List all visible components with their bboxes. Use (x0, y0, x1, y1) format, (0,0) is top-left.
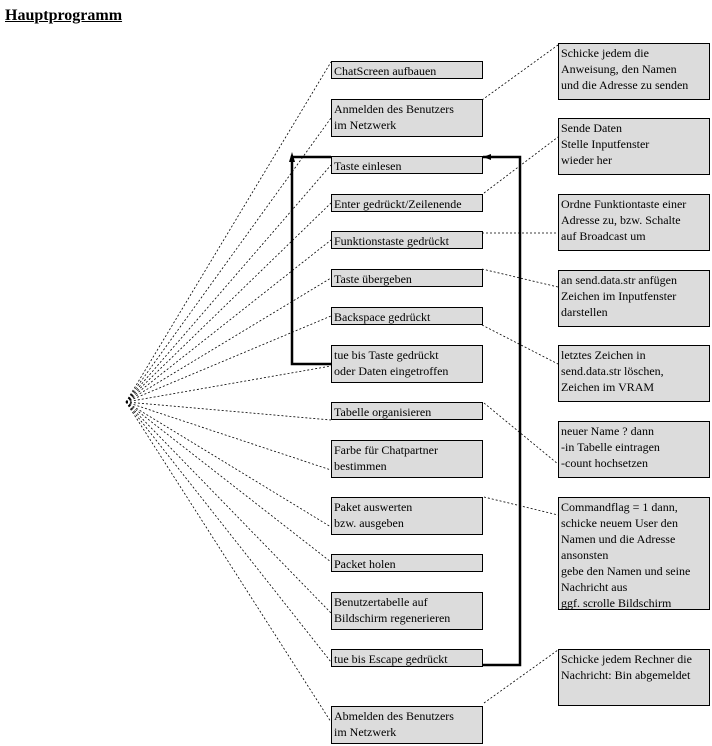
fan-line-15 (126, 402, 331, 722)
fan-line-11 (126, 402, 331, 527)
step-tue-bis-escape: tue bis Escape gedrückt (331, 649, 483, 667)
note-tabelle: neuer Name ? dann -in Tabelle eintragen -count hochsetzen (558, 421, 710, 478)
note-paket: Commandflag = 1 dann, schicke neuem User den Namen und die Adresse ansonsten gebe den Namen und seine Nachricht aus ggf. scrolle Bildschirm (558, 497, 710, 610)
step-chatscreen-aufbauen: ChatScreen aufbauen (331, 61, 483, 79)
fan-line-3 (126, 165, 331, 402)
step-anmelden: Anmelden des Benutzers im Netzwerk (331, 99, 483, 137)
step-tue-bis-taste: tue bis Taste gedrückt oder Daten eingetroffen (331, 345, 483, 383)
fan-line-9 (126, 402, 331, 420)
fan-line-12 (126, 402, 331, 562)
step-taste-uebergeben: Taste übergeben (331, 269, 483, 287)
step-paket-auswerten: Paket auswerten bzw. ausgeben (331, 497, 483, 535)
step-abmelden: Abmelden des Benutzers im Netzwerk (331, 706, 483, 744)
step-funktionstaste: Funktionstaste gedrückt (331, 231, 483, 249)
note-funktionstaste: Ordne Funktiontaste einer Adresse zu, bzw. Schalte auf Broadcast um (558, 194, 710, 251)
step-farbe-chatpartner: Farbe für Chatpartner bestimmen (331, 440, 483, 478)
fan-line-4 (126, 203, 331, 402)
fan-line-6 (126, 278, 331, 402)
note-link-1 (482, 45, 558, 100)
note-anmelden: Schicke jedem die Anweisung, den Namen und die Adresse zu senden (558, 43, 710, 100)
note-enter: Sende Daten Stelle Inputfenster wieder her (558, 118, 710, 175)
note-abmelden: Schicke jedem Rechner die Nachricht: Bin abgemeldet (558, 649, 710, 706)
fan-line-1 (126, 62, 331, 402)
fan-line-8 (126, 366, 331, 402)
fan-line-10 (126, 402, 331, 470)
step-enter-gedrueckt: Enter gedrückt/Zeilenende (331, 194, 483, 212)
step-packet-holen: Packet holen (331, 554, 483, 572)
step-benutzertabelle: Benutzertabelle auf Bildschirm regenerieren (331, 592, 483, 630)
fan-line-14 (126, 402, 331, 662)
fan-line-13 (126, 402, 331, 613)
step-tabelle-organisieren: Tabelle organisieren (331, 402, 483, 420)
outer-loop-arrowhead (483, 154, 491, 160)
fan-line-2 (126, 118, 331, 402)
step-backspace: Backspace gedrückt (331, 307, 483, 325)
page-title: Hauptprogramm (5, 7, 123, 24)
inner-loop-bracket (292, 157, 331, 364)
step-taste-einlesen: Taste einlesen (331, 156, 483, 174)
note-taste-uebergeben: an send.data.str anfügen Zeichen im Inputfenster darstellen (558, 270, 710, 327)
fan-line-5 (126, 240, 331, 402)
note-backspace: letztes Zeichen in send.data.str löschen, Zeichen im VRAM (558, 345, 710, 402)
